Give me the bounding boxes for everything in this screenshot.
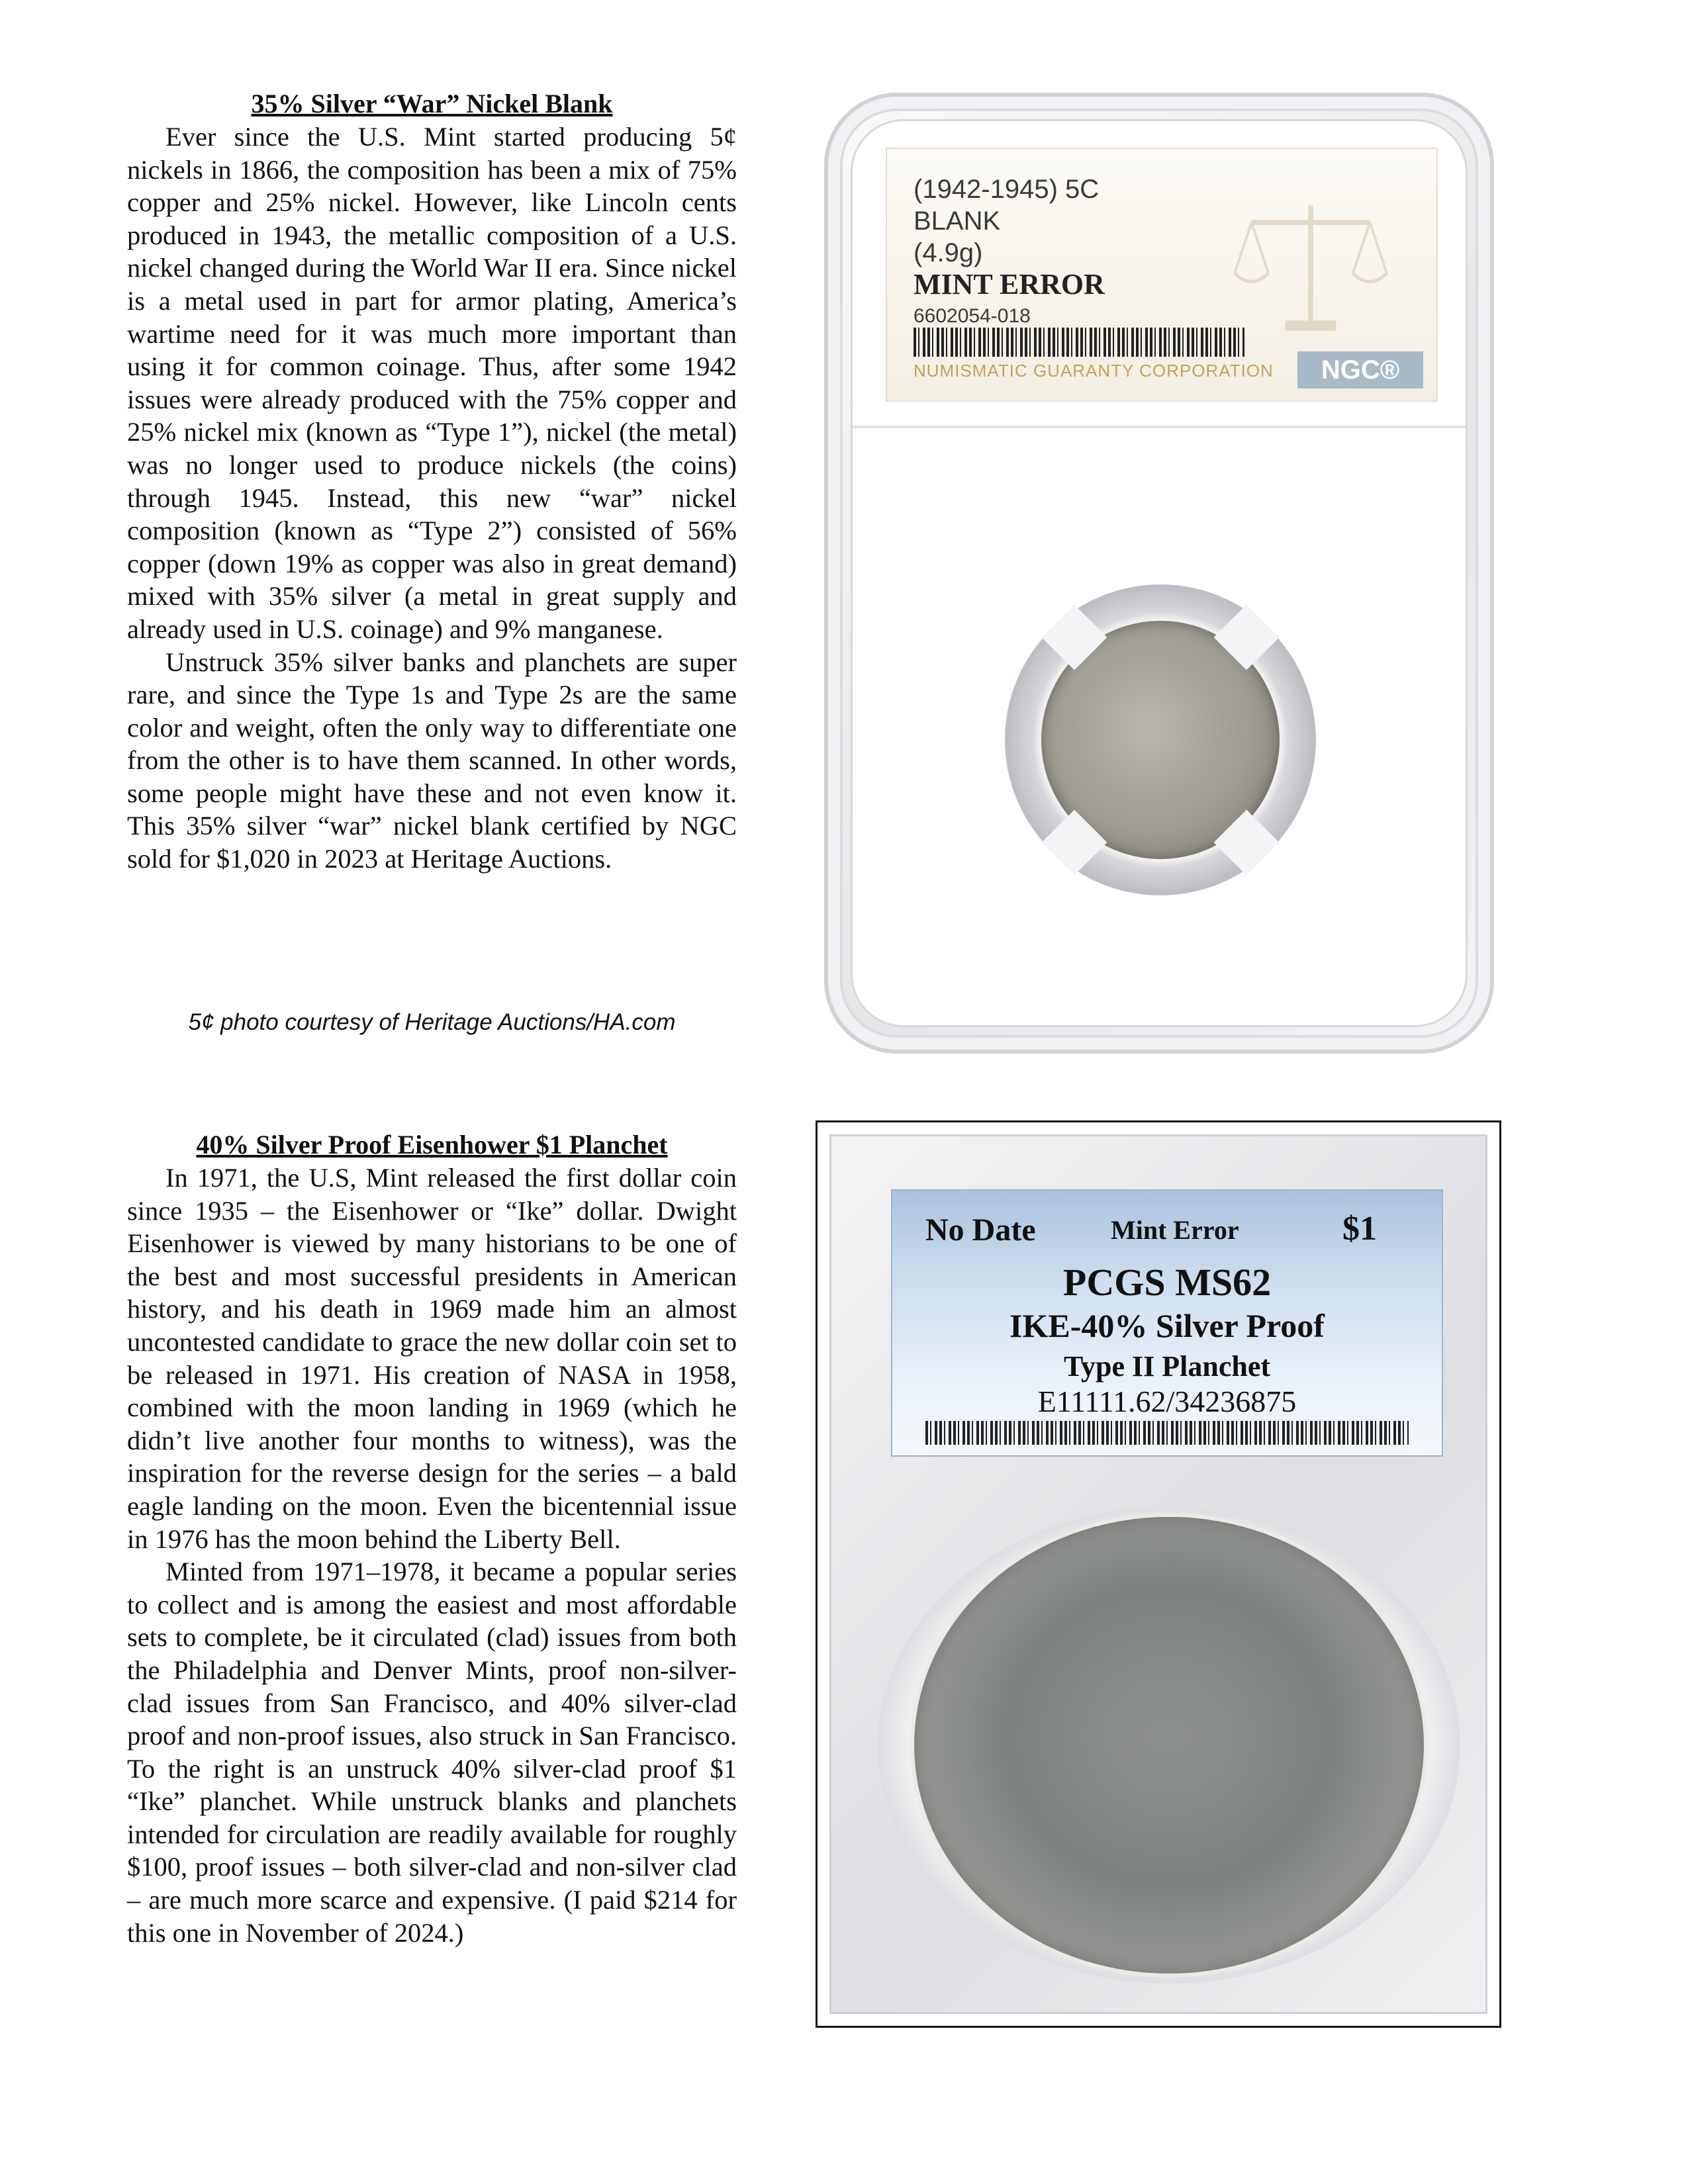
section-1-title: 35% Silver “War” Nickel Blank (251, 89, 613, 118)
pcgs-variety: Mint Error (1111, 1215, 1239, 1245)
section-1-text (127, 87, 737, 876)
pcgs-grade: PCGS MS62 (1062, 1261, 1272, 1304)
pcgs-description-2: Type II Planchet (1063, 1350, 1271, 1383)
pcgs-slab-photo (816, 1120, 1501, 2028)
section-2-title: 40% Silver Proof Eisenhower $1 Planchet (196, 1130, 668, 1160)
section-1-paragraph-1: Ever since the U.S. Mint started producing 5¢ nickels in 1866, the composition has been a mix of 75% copper and 25% nickel. However, like Lincoln cents produced in 1943, the metallic composition of a U.S. nickel changed during the World War II era. Since nickel is a metal used in part for armor plating, America’s wartime need for it was much more important than using it for common coinage. Thus, after some 1942 issues were already produced with the 75% copper and 25% nickel mix (known as “Type 1”), nickel (the metal) was no longer used to produce nickels (the coins) through 1945. Instead, this new “war” nickel composition (known as “Type 2”) consisted of 56% copper (down 19% as copper was also in great demand) mixed with 35% silver (a metal in great supply and already used in U.S. coinage) and 9% manganese. (127, 122, 737, 644)
ike-planchet-coin (914, 1517, 1424, 1974)
pcgs-label (891, 1189, 1443, 1457)
pcgs-denomination: $1 (1342, 1210, 1377, 1248)
ngc-label-line-3: (4.9g) (914, 238, 983, 267)
ngc-logo: NGC® (1297, 351, 1423, 388)
section-1-paragraph-2: Unstruck 35% silver banks and planchets are super rare, and since the Type 1s and Type 2s are the same color and weight, often the only way to differentiate one from the other is to have them scanned. In other words, some people might have these and not even know it. This 35% silver “war” nickel blank certified by NGC sold for $1,020 in 2023 at Heritage Auctions. (127, 647, 737, 874)
pcgs-date: No Date (925, 1212, 1036, 1248)
scales-icon (1225, 189, 1397, 341)
ngc-slab-inner (851, 119, 1468, 1027)
section-2-text (127, 1128, 737, 1949)
ngc-slab-divider (853, 426, 1466, 428)
ngc-label-line-1: (1942-1945) 5C (914, 175, 1100, 204)
ngc-company-name: NUMISMATIC GUARANTY CORPORATION (914, 361, 1274, 381)
pcgs-description-1: IKE-40% Silver Proof (1009, 1307, 1325, 1344)
ngc-label-line-4: MINT ERROR (914, 268, 1105, 300)
pcgs-cert-number: E11111.62/34236875 (1037, 1385, 1297, 1418)
section-2-paragraph-1: In 1971, the U.S, Mint released the first dollar coin since 1935 – the Eisenhower or “Ike” dollar. Dwight Eisenhower is viewed by many historians to be one of the best and most successful presidents in American history, and his death in 1969 made him an almost uncontested candidate to grace the new dollar coin set to be released in 1971. His creation of NASA in 1958, combined with the moon landing in 1969 (which he didn’t live another four months to witness), was the inspiration for the reverse design for the series – a bald eagle landing on the moon. Even the bicentennial issue in 1976 has the moon behind the Liberty Bell. (127, 1163, 737, 1554)
ngc-label (886, 148, 1438, 402)
section-2-paragraph-2: Minted from 1971–1978, it became a popular series to collect and is among the easiest and most affordable sets to complete, be it circulated (clad) issues from both the Philadelphia and Denver Mints, proof non-silver-clad issues from San Francisco, and 40% silver-clad proof and non-proof issues, also struck in San Francisco. To the right is an unstruck 40% silver-clad proof $1 “Ike” planchet. While unstruck blanks and planchets intended for circulation are readily available for roughly $100, proof issues – both silver-clad and non-silver clad – are much more scarce and expensive. (I paid $214 for this one in November of 2024.) (127, 1557, 737, 1948)
ngc-slab-photo (824, 93, 1494, 1054)
pcgs-slab (829, 1134, 1487, 2014)
ngc-label-line-2: BLANK (914, 206, 1001, 236)
ngc-cert-number: 6602054-018 (914, 305, 1031, 327)
photo-caption: 5¢ photo courtesy of Heritage Auctions/HA.com (188, 1009, 676, 1035)
pcgs-barcode (925, 1421, 1409, 1445)
ngc-barcode (914, 328, 1244, 357)
